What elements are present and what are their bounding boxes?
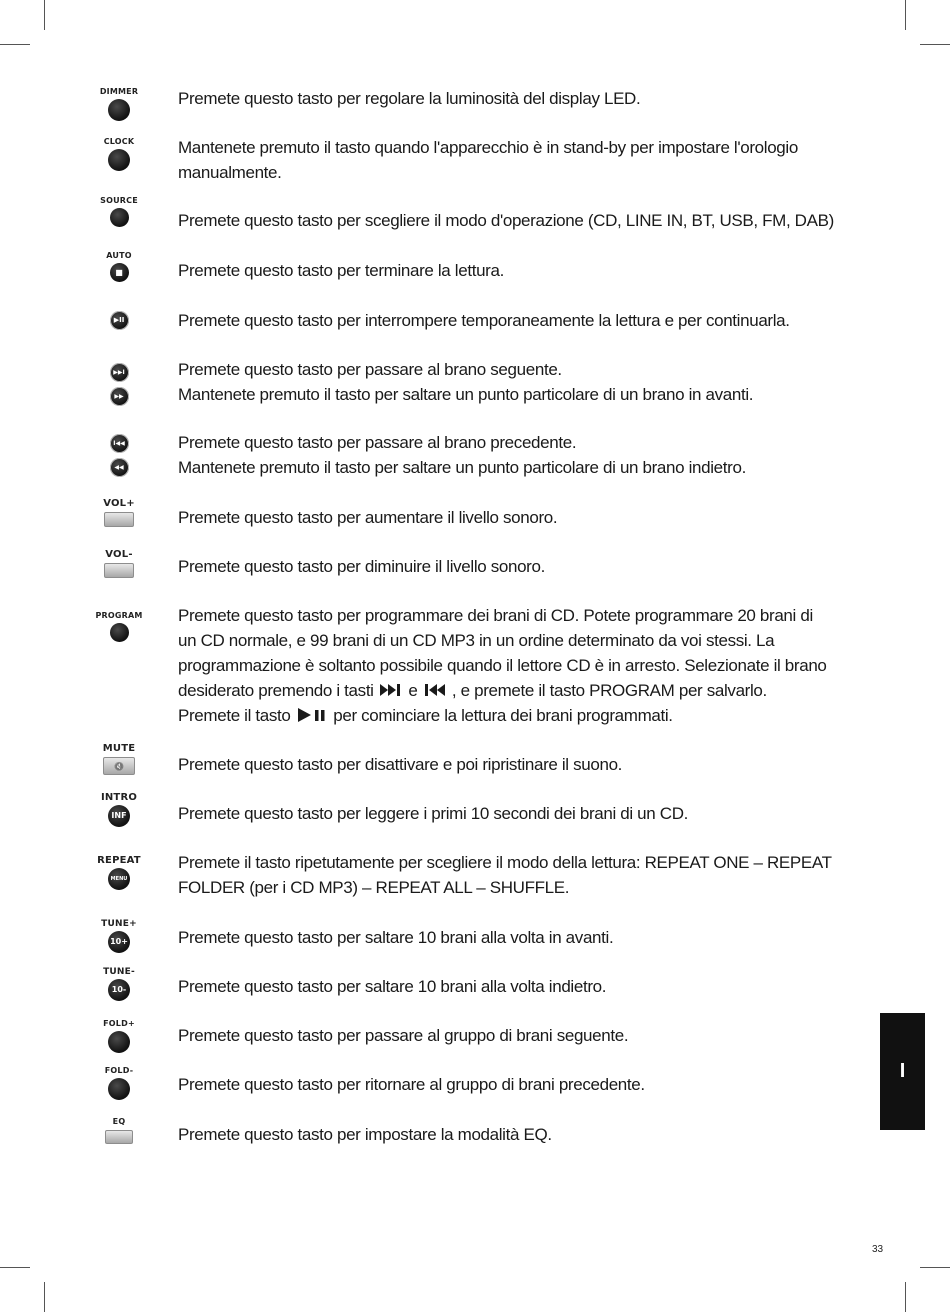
repeat-button (88, 856, 150, 890)
button-label: INTRO (100, 792, 138, 803)
program-button (88, 611, 150, 642)
button-label: FOLD+ (103, 1019, 135, 1028)
description (178, 554, 868, 579)
description-line: Premete questo tasto per terminare la lettura. (178, 261, 504, 280)
rect-button-icon (104, 512, 134, 527)
crop-mark (920, 44, 950, 45)
description (178, 86, 868, 111)
description (178, 1023, 868, 1048)
language-section-tab: I (880, 1013, 925, 1130)
crop-mark (0, 44, 30, 45)
skip-previous-icon (422, 682, 452, 698)
description-line: Premete questo tasto per ritornare al gruppo di brani precedente. (178, 1075, 645, 1094)
description-line: Premete il tasto ripetutamente per scegliere il modo della lettura: REPEAT ONE – REPEAT (178, 853, 832, 872)
source-button (88, 196, 150, 227)
description-line: Premete questo tasto per saltare 10 brani alla volta indietro. (178, 977, 607, 996)
text-fragment: e (408, 681, 418, 700)
description-line: Premete questo tasto per diminuire il livello sonoro. (178, 557, 545, 576)
skip-next-icon (110, 363, 129, 382)
description (178, 603, 868, 728)
description-line: Premete questo tasto per scegliere il modo d'operazione (CD, LINE IN, BT, USB, FM, DAB) (178, 211, 834, 230)
button-label: FOLD- (104, 1066, 134, 1075)
menu-glyph: MENU (110, 875, 128, 882)
folder-down-button (88, 1066, 150, 1100)
button-label: TUNE- (103, 967, 135, 977)
folder-up-button (88, 1019, 150, 1053)
info-glyph: INF (111, 811, 127, 820)
description-line (178, 678, 868, 703)
menu-icon (108, 868, 130, 890)
crop-mark (0, 1267, 30, 1268)
description (178, 505, 868, 530)
description-line: Premete questo tasto per leggere i primi 10 secondi dei brani di un CD. (178, 804, 688, 823)
description-line: Premete questo tasto per saltare 10 brani alla volta in avanti. (178, 928, 614, 947)
intro-button (88, 793, 150, 827)
next-button (88, 361, 150, 406)
play-pause-button (88, 309, 150, 330)
play-pause-icon (295, 707, 329, 723)
description-line: programmazione è soltanto possibile quando il lettore CD è in arresto. Selezionate il brano (178, 656, 827, 675)
play-pause-icon (110, 311, 129, 330)
round-button-icon (110, 623, 129, 642)
text-fragment: per cominciare la lettura dei brani programmati. (333, 706, 673, 725)
rect-button-icon (104, 563, 134, 578)
description-line: manualmente. (178, 163, 282, 182)
mute-glyph: 🔇 (114, 761, 124, 771)
description (178, 308, 868, 333)
rewind-glyph: ◀◀ (114, 463, 124, 471)
description-line: Mantenete premuto il tasto per saltare un punto particolare di un brano in avanti. (178, 385, 754, 404)
description (178, 974, 868, 999)
plus-ten-glyph: 10+ (110, 937, 128, 946)
description-line: Premete questo tasto per passare al brano seguente. (178, 360, 562, 379)
mute-button (88, 744, 150, 775)
description (178, 1072, 868, 1097)
button-label: PROGRAM (95, 611, 143, 620)
description (178, 208, 868, 233)
button-label: EQ (112, 1117, 126, 1126)
button-label: SOURCE (100, 196, 138, 205)
crop-mark (44, 0, 45, 30)
info-icon (108, 805, 130, 827)
stop-glyph: ■ (115, 267, 123, 277)
text-fragment: Premete il tasto (178, 706, 291, 725)
dimmer-button (88, 87, 150, 121)
clock-button (88, 137, 150, 171)
description-line: Premete questo tasto per interrompere temporaneamente la lettura e per continuarla. (178, 311, 790, 330)
fast-forward-icon (110, 387, 129, 406)
description (178, 258, 868, 283)
previous-button (88, 432, 150, 477)
description-line: Premete questo tasto per passare al gruppo di brani seguente. (178, 1026, 629, 1045)
description-line: Premete questo tasto per impostare la modalità EQ. (178, 1125, 552, 1144)
volume-down-button (88, 550, 150, 578)
eq-button (88, 1117, 150, 1144)
round-button-icon (108, 149, 130, 171)
round-button-icon (108, 1031, 130, 1053)
description-line: Premete questo tasto per passare al brano precedente. (178, 433, 577, 452)
button-label: DIMMER (99, 87, 139, 96)
crop-mark (905, 1282, 906, 1312)
round-button-icon (108, 99, 130, 121)
rect-button-icon (105, 1130, 133, 1144)
button-label: REPEAT (97, 855, 141, 866)
description (178, 925, 868, 950)
minus-ten-icon (108, 979, 130, 1001)
play-pause-glyph: ▶II (113, 316, 125, 324)
description-line: un CD normale, e 99 brani di un CD MP3 in un ordine determinato da voi stessi. La (178, 631, 775, 650)
round-button-icon (108, 1078, 130, 1100)
description (178, 752, 868, 777)
rewind-icon (110, 458, 129, 477)
minus-ten-glyph: 10- (111, 985, 127, 994)
button-label: MUTE (102, 743, 136, 754)
crop-mark (44, 1282, 45, 1312)
description (178, 135, 868, 185)
description-line: FOLDER (per i CD MP3) – REPEAT ALL – SHUFFLE. (178, 878, 570, 897)
crop-mark (905, 0, 906, 30)
description (178, 430, 868, 480)
round-button-icon (110, 208, 129, 227)
description-line: Premete questo tasto per regolare la luminosità del display LED. (178, 89, 641, 108)
crop-mark (920, 1267, 950, 1268)
volume-up-button (88, 499, 150, 527)
description-line: Premete questo tasto per aumentare il livello sonoro. (178, 508, 558, 527)
description (178, 1122, 868, 1147)
button-label: CLOCK (103, 137, 135, 146)
text-fragment: desiderato premendo i tasti (178, 681, 374, 700)
description-line: Mantenete premuto il tasto quando l'apparecchio è in stand-by per impostare l'orologio (178, 138, 798, 157)
skip-previous-glyph: I◀◀ (113, 439, 125, 447)
button-label: VOL- (105, 549, 133, 560)
description-line: Mantenete premuto il tasto per saltare un punto particolare di un brano indietro. (178, 458, 746, 477)
button-label: VOL+ (103, 498, 135, 509)
skip-next-glyph: ▶▶I (113, 368, 125, 376)
page-number: 33 (872, 1244, 884, 1255)
tune-up-button (88, 919, 150, 953)
button-label: AUTO (106, 251, 132, 260)
stop-button (88, 251, 150, 282)
description-line: Premete questo tasto per disattivare e poi ripristinare il suono. (178, 755, 623, 774)
tune-down-button (88, 967, 150, 1001)
description-line (178, 703, 868, 728)
button-label: TUNE+ (101, 919, 137, 929)
plus-ten-icon (108, 931, 130, 953)
mute-icon (103, 757, 135, 775)
description (178, 357, 868, 407)
text-fragment: , e premete il tasto PROGRAM per salvarlo. (451, 681, 767, 700)
fast-forward-glyph: ▶▶ (114, 392, 124, 400)
description-line: Premete questo tasto per programmare dei brani di CD. Potete programmare 20 brani di (178, 606, 813, 625)
description (178, 850, 868, 900)
stop-icon (110, 263, 129, 282)
skip-previous-icon (110, 434, 129, 453)
description (178, 801, 868, 826)
skip-next-icon (378, 682, 404, 698)
